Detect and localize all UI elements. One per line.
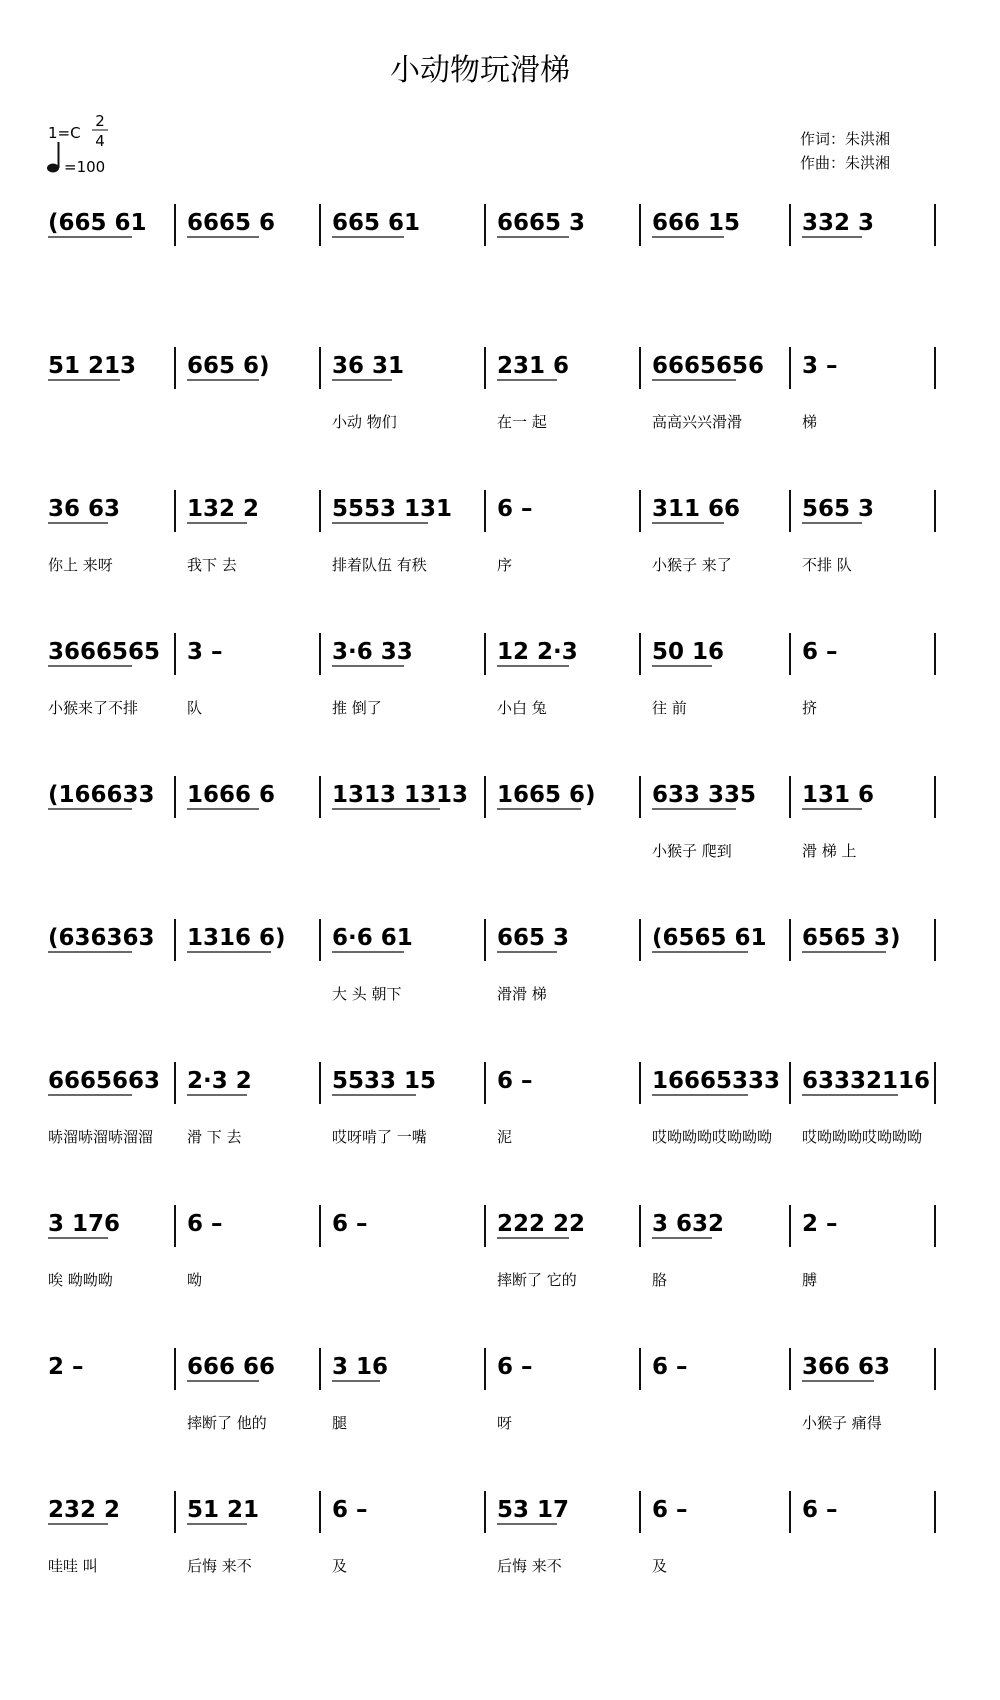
measure-notes: (166633	[48, 782, 155, 808]
score-systems	[48, 204, 935, 1575]
measure	[332, 353, 404, 431]
measure	[802, 1497, 838, 1523]
measure-notes: 53 17	[497, 1497, 570, 1523]
measure-notes: 36 63	[48, 496, 121, 522]
measure-lyrics: 我下 去	[187, 556, 237, 574]
measure-lyrics: 往 前	[652, 699, 687, 717]
measure	[652, 925, 767, 952]
measure-notes: 222 22	[497, 1211, 586, 1237]
measure-lyrics: 在一 起	[497, 413, 547, 431]
measure	[497, 1211, 585, 1289]
measure-notes: 3666565	[48, 639, 161, 665]
measure-notes: 6665656	[652, 353, 765, 379]
measure-notes: 3 16	[332, 1354, 389, 1380]
measure	[187, 353, 270, 380]
measure-notes: 6665663	[48, 1068, 161, 1094]
measure-notes: 36 31	[332, 353, 405, 379]
measure-notes: 6565 3)	[802, 925, 901, 951]
measure-notes: (636363	[48, 925, 155, 951]
measure-lyrics: 梯	[802, 413, 818, 431]
measure	[187, 1068, 252, 1146]
measure	[802, 1068, 930, 1146]
measure	[48, 1497, 120, 1575]
measure-lyrics: 高高兴兴滑滑	[652, 413, 743, 431]
measure-lyrics: 唉 呦呦呦	[48, 1271, 113, 1289]
measure-lyrics: 滑滑 梯	[497, 985, 547, 1003]
measure	[187, 1211, 223, 1289]
measure-lyrics: 小猴来了不排	[48, 699, 139, 717]
measure-notes: 6 –	[802, 639, 838, 665]
measure-lyrics: 膊	[802, 1271, 818, 1289]
measure	[48, 782, 155, 809]
measure-lyrics: 小猴子 痛得	[802, 1414, 882, 1432]
measure-notes: 131 6	[802, 782, 875, 808]
measure	[332, 1354, 388, 1432]
measure	[652, 496, 740, 574]
system-row	[48, 1062, 935, 1146]
measure-lyrics: 小动 物们	[332, 413, 397, 431]
measure	[802, 1211, 838, 1289]
measure	[332, 1068, 436, 1146]
measure-notes: 6 –	[332, 1211, 368, 1237]
measure-notes: 6 –	[497, 1354, 533, 1380]
measure-lyrics: 呀	[497, 1414, 513, 1432]
measure	[497, 925, 569, 1003]
measure-notes: 665 61	[332, 210, 421, 236]
measure	[497, 1497, 569, 1575]
key-signature: 1=C	[48, 124, 81, 142]
system-row	[48, 776, 935, 860]
measure-notes: 132 2	[187, 496, 260, 522]
measure	[497, 1354, 533, 1432]
measure-notes: 3 176	[48, 1211, 121, 1237]
measure	[48, 1354, 84, 1380]
measure-lyrics: 序	[497, 556, 513, 574]
measure-notes: 6 –	[332, 1497, 368, 1523]
measure-notes: 665 3	[497, 925, 570, 951]
measure-notes: 5533 15	[332, 1068, 437, 1094]
measure-lyrics: 哎呀啃了 一嘴	[332, 1128, 427, 1146]
composer-credit: 作曲：朱洪湘	[800, 154, 891, 172]
system-row	[48, 1205, 935, 1289]
measure-lyrics: 滑 梯 上	[802, 842, 857, 860]
measure	[48, 353, 136, 380]
measure-notes: (6565 61	[652, 925, 767, 951]
measure-notes: 6 –	[652, 1354, 688, 1380]
measure	[332, 1497, 368, 1575]
measure	[497, 1068, 533, 1146]
measure-notes: 6665 6	[187, 210, 276, 236]
measure	[802, 1354, 890, 1432]
measure-lyrics: 泥	[497, 1128, 513, 1146]
measure-notes: 2 –	[802, 1211, 838, 1237]
measure	[187, 1354, 275, 1432]
measure-lyrics: 哎呦呦呦哎呦呦呦	[802, 1128, 923, 1146]
measure	[652, 210, 740, 237]
measure-notes: 63332116	[802, 1068, 931, 1094]
measure	[652, 782, 756, 860]
measure	[332, 639, 413, 717]
measure-lyrics: 后悔 来不	[187, 1557, 252, 1575]
measure-notes: 6·6 61	[332, 925, 413, 951]
measure	[187, 496, 259, 574]
measure-lyrics: 小猴子 来了	[652, 556, 732, 574]
measure-notes: 665 6)	[187, 353, 270, 379]
measure	[652, 1211, 724, 1289]
measure	[332, 925, 413, 1003]
measure	[652, 1068, 780, 1146]
system-row	[48, 204, 935, 246]
measure-notes: (665 61	[48, 210, 147, 236]
measure	[497, 782, 596, 809]
measure-lyrics: 大 头 朝下	[332, 985, 402, 1003]
measure-lyrics: 队	[187, 699, 203, 717]
measure	[332, 496, 452, 574]
measure-notes: 51 21	[187, 1497, 260, 1523]
measure	[48, 496, 120, 574]
measure	[48, 1068, 160, 1146]
measure-notes: 6 –	[652, 1497, 688, 1523]
measure-notes: 16665333	[652, 1068, 781, 1094]
measure-lyrics: 后悔 来不	[497, 1557, 562, 1575]
measure-lyrics: 及	[652, 1557, 668, 1575]
measure	[497, 353, 569, 431]
measure	[652, 1497, 688, 1575]
measure	[48, 1211, 120, 1289]
system-row	[48, 1491, 935, 1575]
system-row	[48, 919, 935, 1003]
measure	[332, 782, 468, 809]
measure-notes: 666 66	[187, 1354, 276, 1380]
measure-notes: 6 –	[497, 496, 533, 522]
measure	[802, 925, 901, 952]
measure-notes: 12 2·3	[497, 639, 578, 665]
measure-lyrics: 胳	[652, 1271, 668, 1289]
measure-notes: 3 –	[802, 353, 838, 379]
measure-notes: 6 –	[497, 1068, 533, 1094]
measure-lyrics: 不排 队	[802, 556, 852, 574]
measure	[652, 1354, 688, 1380]
measure	[48, 639, 160, 717]
measure-notes: 366 63	[802, 1354, 891, 1380]
measure-notes: 231 6	[497, 353, 570, 379]
measure-lyrics: 呦	[187, 1271, 203, 1289]
measure	[802, 353, 838, 431]
system-row	[48, 1348, 935, 1432]
measure	[48, 925, 155, 952]
measure-notes: 1666 6	[187, 782, 276, 808]
measure-notes: 232 2	[48, 1497, 121, 1523]
measure-notes: 311 66	[652, 496, 741, 522]
measure	[652, 639, 724, 717]
quarter-note-icon	[47, 142, 59, 173]
system-row	[48, 490, 935, 574]
measure-lyrics: 小白 兔	[497, 699, 547, 717]
measure-lyrics: 挤	[802, 699, 818, 717]
measure	[802, 210, 874, 237]
time-signature-top: 2	[95, 112, 105, 130]
measure-notes: 666 15	[652, 210, 741, 236]
measure-notes: 2·3 2	[187, 1068, 252, 1094]
measure-lyrics: 及	[332, 1557, 348, 1575]
measure-notes: 633 335	[652, 782, 757, 808]
measure-lyrics: 推 倒了	[332, 699, 382, 717]
measure-lyrics: 摔断了 他的	[187, 1414, 267, 1432]
tempo-marking: =100	[64, 158, 106, 176]
measure	[187, 782, 275, 809]
measure	[187, 925, 286, 952]
measure-notes: 51 213	[48, 353, 137, 379]
measure-notes: 6665 3	[497, 210, 586, 236]
measure	[497, 496, 533, 574]
measure-notes: 6 –	[187, 1211, 223, 1237]
measure	[187, 1497, 259, 1575]
measure-notes: 332 3	[802, 210, 875, 236]
measure-notes: 565 3	[802, 496, 875, 522]
measure-notes: 2 –	[48, 1354, 84, 1380]
measure-notes: 1313 1313	[332, 782, 469, 808]
measure-lyrics: 滑 下 去	[187, 1128, 242, 1146]
measure-lyrics: 腿	[332, 1414, 348, 1432]
measure	[332, 1211, 368, 1237]
measure-lyrics: 摔断了 它的	[497, 1271, 577, 1289]
measure	[187, 639, 223, 717]
measure-notes: 3·6 33	[332, 639, 413, 665]
measure	[48, 210, 147, 237]
measure-lyrics: 哧溜哧溜哧溜溜	[48, 1128, 154, 1146]
measure-notes: 5553 131	[332, 496, 453, 522]
song-title: 小动物玩滑梯	[390, 53, 570, 88]
measure-lyrics: 排着队伍 有秩	[332, 556, 427, 574]
measure	[332, 210, 420, 237]
measure-lyrics: 哎呦呦呦哎呦呦呦	[652, 1128, 773, 1146]
lyricist-credit: 作词：朱洪湘	[800, 130, 891, 148]
measure	[497, 639, 578, 717]
measure-lyrics: 哇哇 叫	[48, 1557, 98, 1575]
measure-notes: 3 632	[652, 1211, 725, 1237]
measure-notes: 6 –	[802, 1497, 838, 1523]
measure-notes: 1665 6)	[497, 782, 596, 808]
measure-lyrics: 小猴子 爬到	[652, 842, 732, 860]
measure-notes: 50 16	[652, 639, 725, 665]
measure	[802, 639, 838, 717]
measure-notes: 3 –	[187, 639, 223, 665]
system-row	[48, 633, 935, 717]
time-signature-bottom: 4	[95, 132, 105, 150]
measure	[802, 496, 874, 574]
system-row	[48, 347, 935, 431]
measure	[802, 782, 874, 860]
measure-notes: 1316 6)	[187, 925, 286, 951]
measure	[187, 210, 275, 237]
measure	[652, 353, 764, 431]
measure	[497, 210, 585, 237]
measure-lyrics: 你上 来呀	[48, 556, 113, 574]
